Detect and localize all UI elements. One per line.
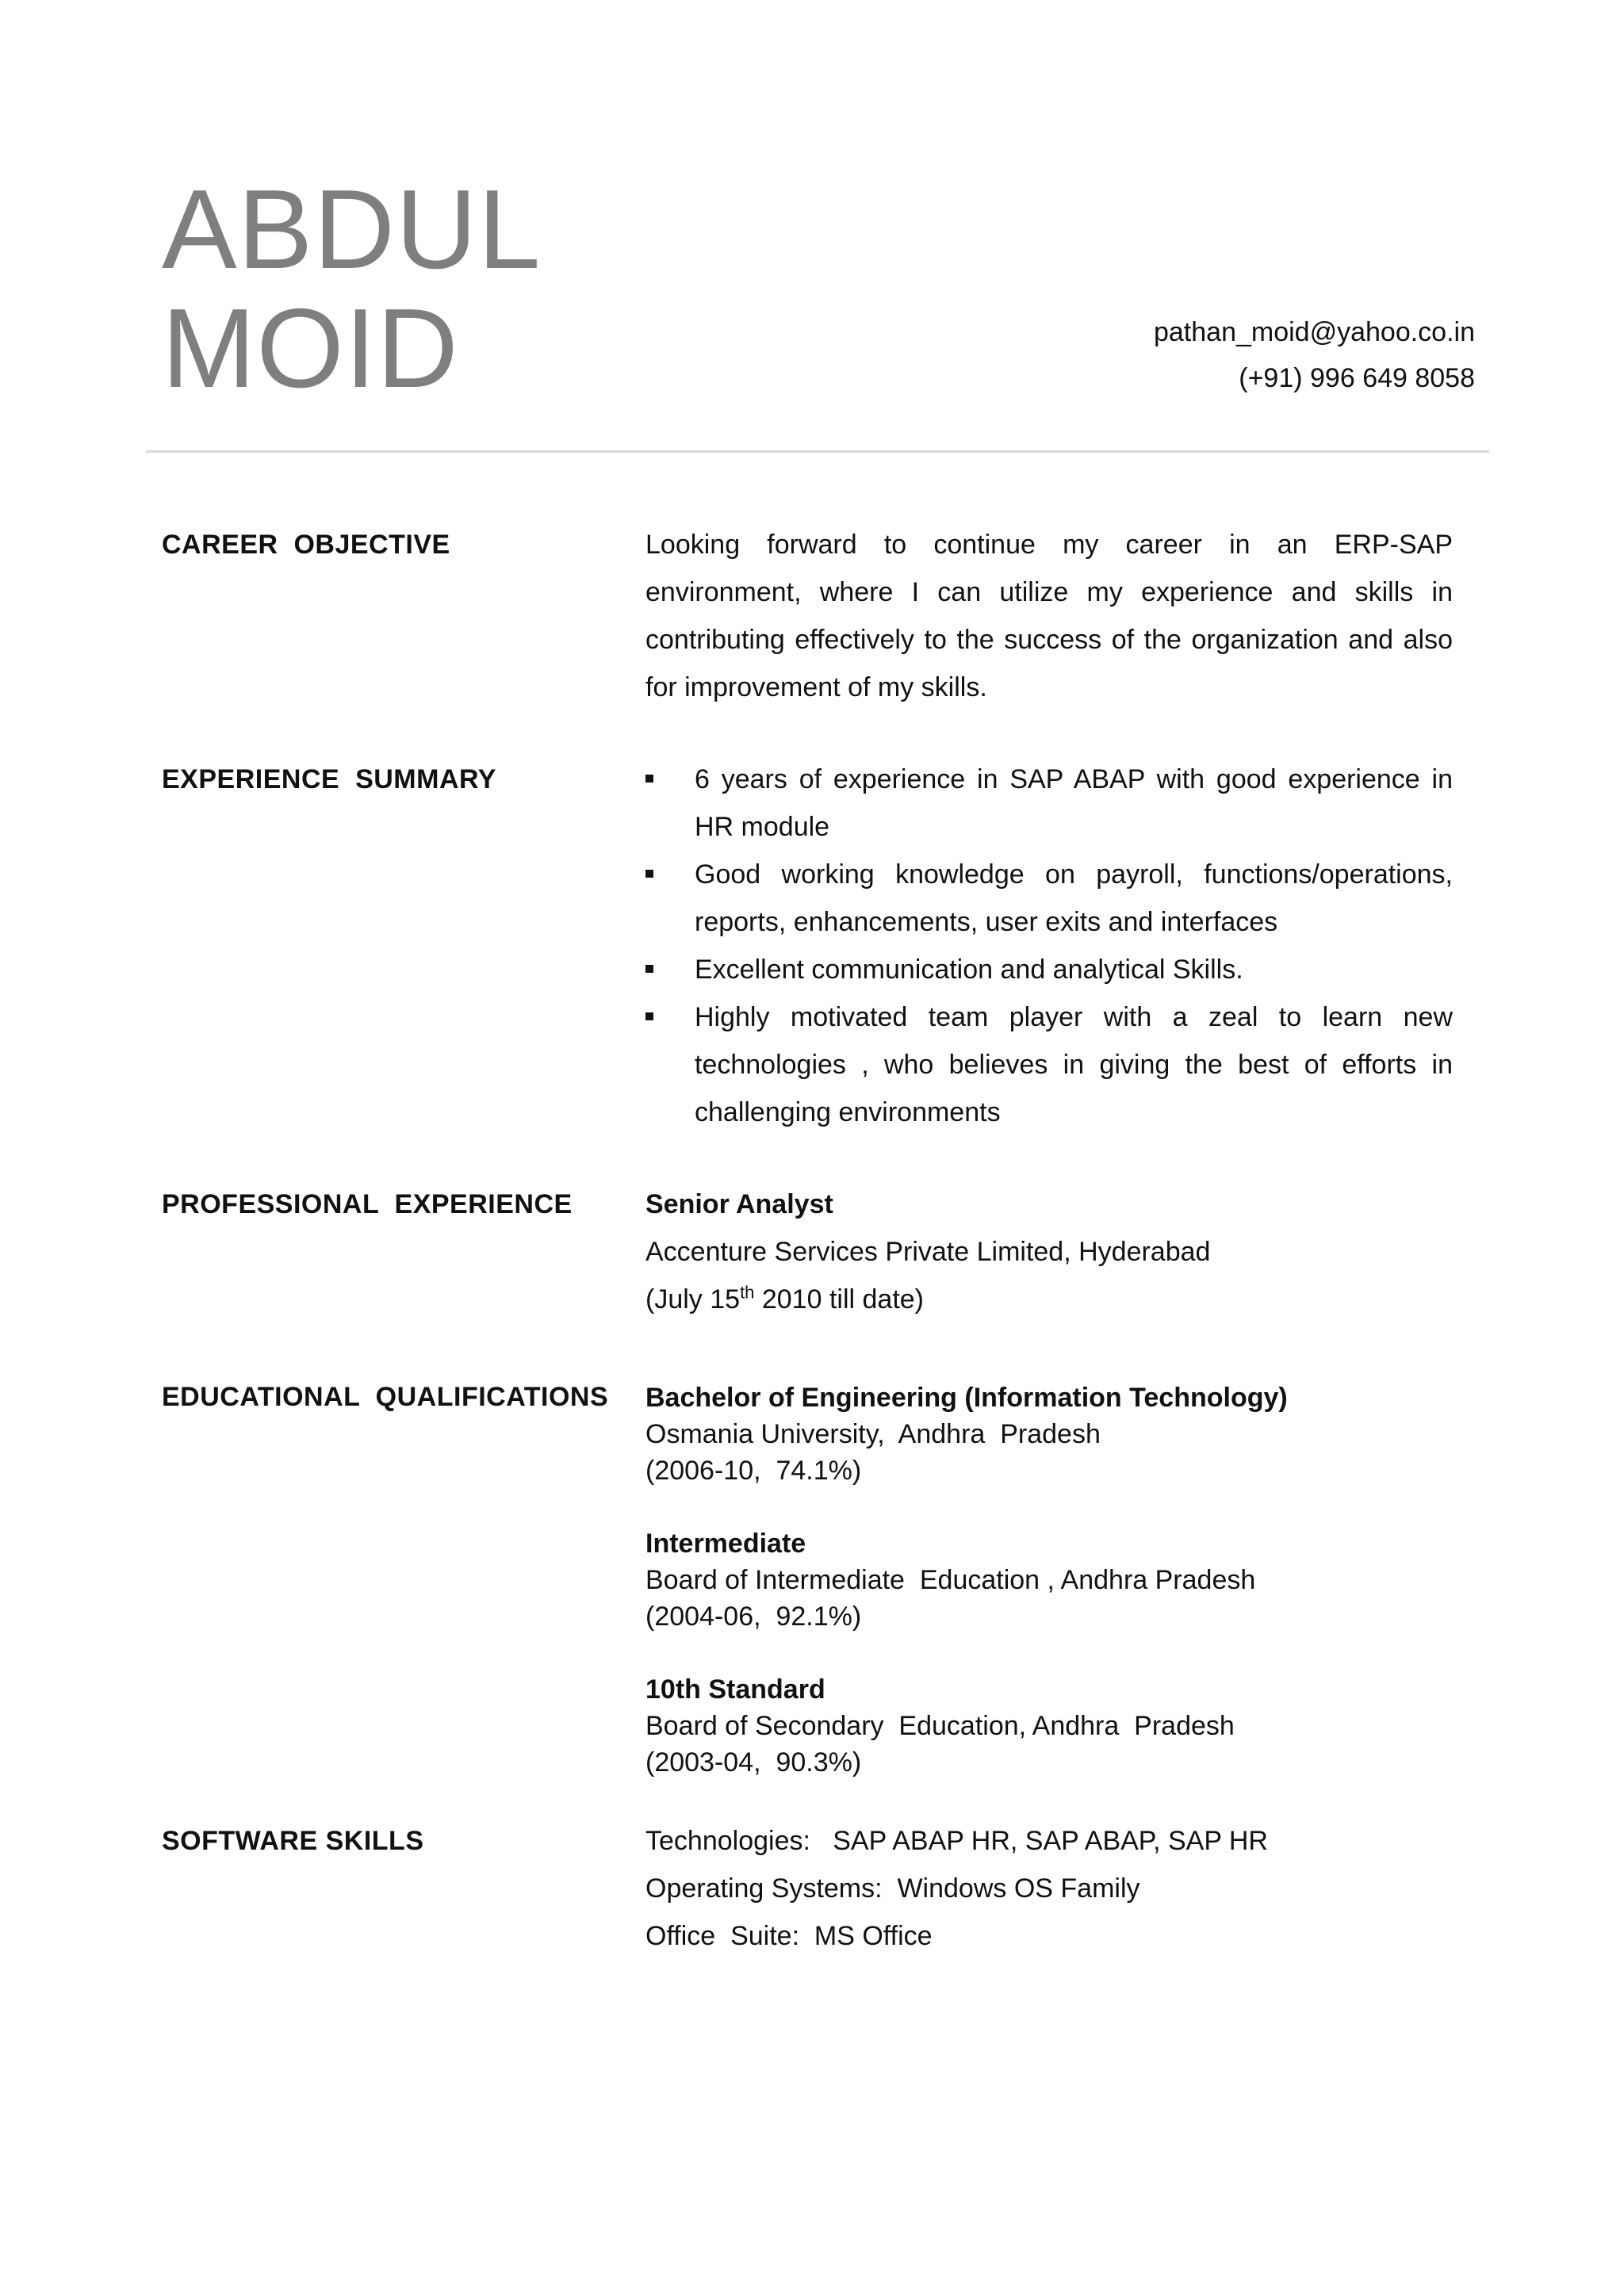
institution-name: Board of Secondary Education, Andhra Pradesh (645, 1711, 1235, 1741)
education-entry (645, 1671, 1453, 1781)
email-address: pathan_moid@yahoo.co.in (1153, 317, 1475, 347)
institution-name: Board of Intermediate Education , Andhra Pradesh (645, 1565, 1256, 1595)
list-item (645, 993, 1453, 1136)
candidate-last-name: MOID (162, 285, 459, 411)
education-details: (2006-10, 74.1%) (645, 1456, 862, 1486)
professional-experience-body (645, 1181, 1453, 1323)
bullet-icon (645, 870, 653, 878)
skills-operating-systems: Operating Systems: Windows OS Family (645, 1873, 1140, 1904)
software-skills-body (645, 1817, 1453, 1960)
contact-info (1154, 309, 1475, 401)
bullet-icon (645, 1012, 653, 1020)
company-name: Accenture Services Private Limited, Hyderabad (645, 1237, 1211, 1267)
list-item-text: 6 years of experience in SAP ABAP with good experience in HR module (695, 764, 1453, 842)
experience-summary-list (645, 756, 1453, 1136)
education-details: (2004-06, 92.1%) (645, 1601, 862, 1632)
list-item (645, 851, 1453, 946)
section-title: PROFESSIONAL EXPERIENCE (162, 1189, 573, 1219)
employment-period (645, 1276, 1453, 1323)
period-start: (July 15 (645, 1284, 741, 1314)
skills-technologies: Technologies: SAP ABAP HR, SAP ABAP, SAP HR (645, 1826, 1268, 1856)
section-title: EXPERIENCE SUMMARY (162, 764, 496, 794)
period-ordinal: th (740, 1282, 755, 1303)
phone-number: (+91) 996 649 8058 (1239, 363, 1475, 393)
section-title: EDUCATIONAL QUALIFICATIONS (162, 1382, 609, 1412)
education-body (645, 1380, 1453, 1781)
education-entry (645, 1525, 1453, 1635)
header-divider (146, 450, 1489, 453)
bullet-icon (645, 965, 653, 973)
section-title: CAREER OBJECTIVE (162, 530, 450, 560)
list-item-text: Highly motivated team player with a zeal to learn new technologies , who believes in giving the best of efforts in challenging environments (695, 1002, 1453, 1127)
list-item-text: Excellent communication and analytical Skills. (695, 955, 1243, 985)
bullet-icon (645, 775, 653, 783)
education-details: (2003-04, 90.3%) (645, 1747, 862, 1777)
degree-name: Intermediate (645, 1529, 806, 1559)
skills-office-suite: Office Suite: MS Office (645, 1921, 933, 1951)
career-objective-text: Looking forward to continue my career in an ERP-SAP environment, where I can utilize my experience and skills in contributing effectively to the success of the organization and also for improvement of my skills. (645, 530, 1453, 702)
section-title: SOFTWARE SKILLS (162, 1826, 424, 1856)
education-entry (645, 1380, 1453, 1489)
list-item (645, 756, 1453, 851)
degree-name: Bachelor of Engineering (Information Technology) (645, 1383, 1288, 1413)
job-role: Senior Analyst (645, 1189, 833, 1219)
list-item (645, 946, 1453, 993)
candidate-first-name: ABDUL (162, 166, 542, 293)
degree-name: 10th Standard (645, 1674, 825, 1705)
period-end: 2010 till date) (754, 1284, 925, 1314)
institution-name: Osmania University, Andhra Pradesh (645, 1419, 1101, 1449)
candidate-name (162, 166, 542, 411)
list-item-text: Good working knowledge on payroll, functions/operations, reports, enhancements, user exits and interfaces (695, 859, 1453, 937)
experience-summary-body (645, 756, 1453, 1136)
